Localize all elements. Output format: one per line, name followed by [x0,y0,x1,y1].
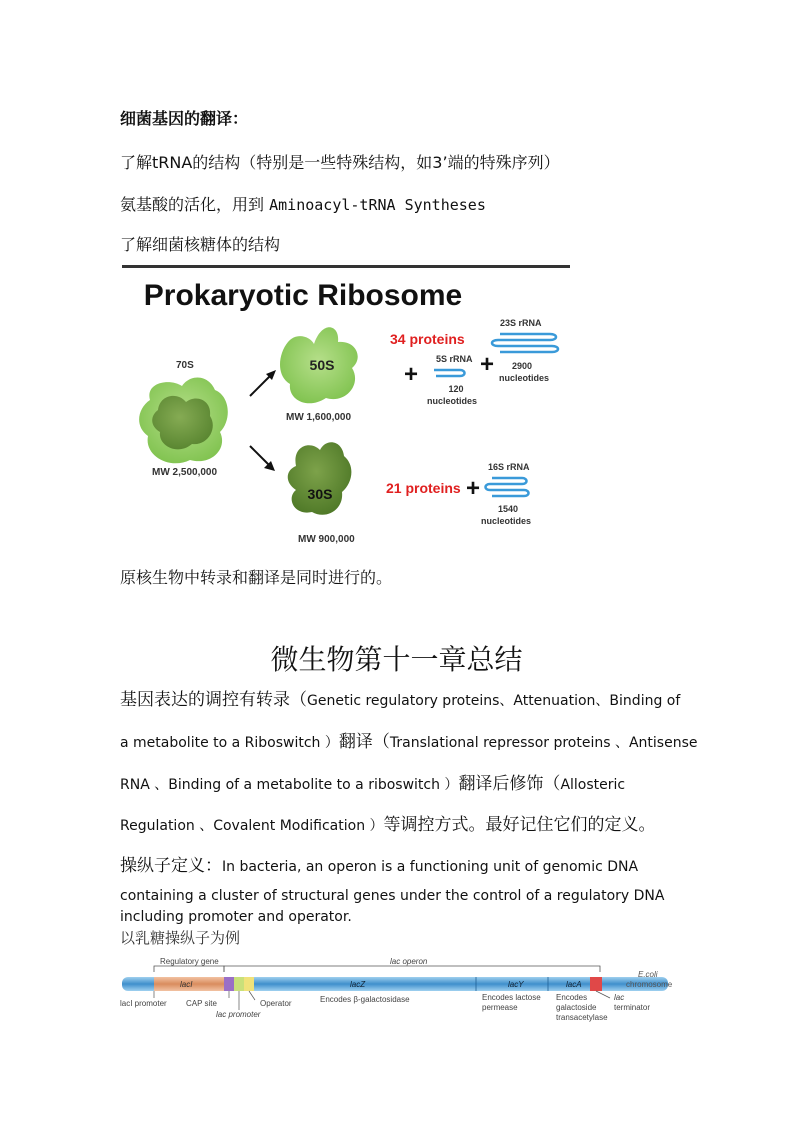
ribosome-line: 了解细菌核糖体的结构 [120,235,281,254]
ribosome-figure [120,270,570,550]
lac-terminator-line1: lac [614,993,625,1002]
laci-promoter-label: lacI promoter [120,999,167,1008]
lac-operon-label: lac operon [390,957,428,966]
terminator-region [590,977,602,991]
plus-50s-b: + [480,351,495,378]
proteins-34: 34 proteins [390,331,465,347]
activation-line [120,192,486,215]
summary-l1-cn: 基因表达的调控有转录（ [120,690,307,710]
figure-top-rule [122,265,570,268]
operator-region [244,977,254,991]
ribosome-70s-shape [139,377,228,463]
chapter-title: 微生物第十一章总结 [270,643,523,676]
encodes-lacy-line1: Encodes lactose [482,993,541,1002]
rrna-5s-nt-word: nucleotides [426,396,478,406]
operon-def-l1: In bacteria, an operon is a functioning unit of genomic DNA [222,859,639,875]
operator-label: Operator [260,999,292,1008]
synthetase-term: Aminoacyl-tRNA Syntheses [269,196,486,214]
encodes-laca-line3: transacetylase [556,1013,608,1022]
summary-l2-cn: 翻译（ [338,732,390,752]
lac-terminator-line2: terminator [614,1003,651,1012]
encodes-laca-line1: Encodes [556,993,588,1002]
label-30s: 30S [307,486,333,502]
chromosome-label: chromosome [626,980,673,989]
summary-l3-en2: Allosteric [560,777,626,793]
encodes-laca-line2: galactoside [556,1003,597,1012]
regulatory-gene-bracket [154,966,224,972]
plus-30s: + [466,475,481,502]
summary-l2-en2: Translational repressor proteins 、Antisense [389,735,698,751]
summary-l1-en: Genetic regulatory proteins、Attenuation、Binding of [307,693,681,709]
mw-50s: MW 1,600,000 [286,412,352,423]
summary-line-1 [120,690,680,711]
mw-30s: MW 900,000 [298,534,355,545]
summary-l3-en: RNA 、Binding of a metabolite to a riboswitch ） [120,777,459,793]
summary-line-2 [120,732,698,753]
summary-line-3 [120,774,625,795]
section-heading-translation: 细菌基因的翻译： [120,109,249,128]
operon-def-label: 操纵子定义： [120,856,222,876]
trna-line: 了解tRNA的结构（特别是一些特殊结构，如3’端的特殊序列） [120,153,560,172]
label-70s: 70S [176,360,194,371]
figure-title: Prokaryotic Ribosome [143,279,463,312]
ribosome-30s-shape [288,442,352,515]
rrna-16s-nt-word: nucleotides [480,516,532,526]
laca-gene-label: lacA [566,980,582,989]
operon-def-line-1 [120,856,638,877]
arrow-up [250,370,276,396]
regulatory-gene-label: Regulatory gene [160,957,219,966]
summary-line-4 [120,815,656,836]
rrna-5s-label: 5S rRNA [436,354,473,364]
summary-l3-cn: 翻译后修饰（ [458,774,561,794]
activation-text: 氨基酸的活化，用到 [120,195,265,214]
proteins-21: 21 proteins [386,480,461,496]
simultaneous-note: 原核生物中转录和翻译是同时进行的。 [120,568,393,587]
lac-example-heading: 以乳糖操纵子为例 [120,929,241,947]
label-50s: 50S [309,357,335,373]
lac-operon-bracket [224,966,600,972]
rrna-5s-strand [434,370,465,376]
plus-50s-a: + [404,361,419,388]
summary-l4-cn: 等调控方式。最好记住它们的定义。 [383,815,656,835]
summary-l4-en: Regulation 、Covalent Modification ） [120,818,384,834]
cap-site-label: CAP site [186,999,217,1008]
lac-operon-figure [120,952,680,1024]
rrna-23s-strand [492,334,558,352]
operon-def-l2: containing a cluster of structural genes under the control of a regulatory DNA [120,888,665,904]
rrna-16s-nt-count: 1540 [497,504,519,514]
summary-l2-en: a metabolite to a Riboswitch ） [120,735,339,751]
encodes-lacy-line2: permease [482,1003,518,1012]
lacy-gene-label: lacY [508,980,524,989]
lac-promoter-label: lac promoter [216,1010,261,1019]
operon-def-l3: including promoter and operator. [120,909,352,925]
rrna-23s-nt-word: nucleotides [498,373,550,383]
laci-gene-label: lacI [180,980,193,989]
mw-70s: MW 2,500,000 [152,467,218,478]
rrna-23s-label: 23S rRNA [500,318,542,328]
ecoli-label: E.coli [638,970,658,979]
rrna-5s-nt-count: 120 [448,384,464,394]
rrna-23s-nt-count: 2900 [511,361,533,371]
rrna-16s-strand [486,478,529,496]
rrna-16s-label: 16S rRNA [488,462,530,472]
lac-promoter-region [234,977,244,991]
arrow-down [250,446,275,471]
cap-site [224,977,234,991]
lacz-gene-label: lacZ [350,980,366,989]
encodes-lacz-label: Encodes β-galactosidase [320,995,410,1004]
